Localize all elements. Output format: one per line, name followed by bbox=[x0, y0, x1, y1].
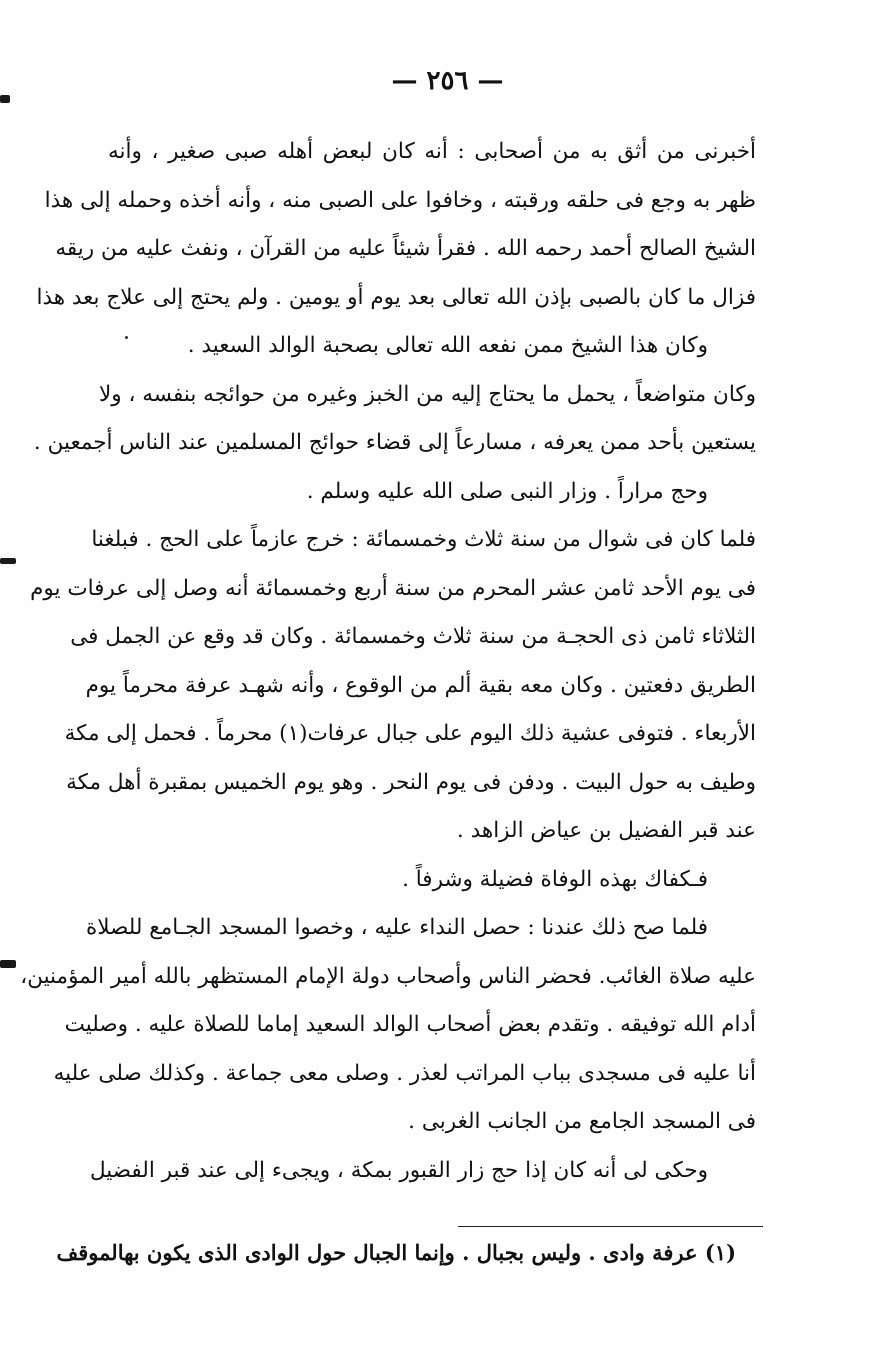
text-line-6: وكان متواضعاً ، يحمل ما يحتاج إليه من الخبز وغيره من حوائجه بنفسه ، ولا bbox=[99, 381, 756, 407]
text-line-14: وطيف به حول البيت . ودفن فى يوم النحر . وهو يوم الخميس بمقبرة أهل مكة bbox=[66, 769, 756, 795]
text-line-1: أخبرنى من أثق به من أصحابى : أنه كان لبعض أهله صبى صغير ، وأنه bbox=[108, 139, 756, 164]
text-line-15: عند قبر الفضيل بن عياض الزاهد . bbox=[456, 818, 756, 843]
text-line-22: وحكى لى أنه كان إذا حج زار القبور بمكة ، ويجىء إلى عند قبر الفضيل bbox=[90, 1157, 708, 1183]
text-line-12: الطريق دفعتين . وكان معه بقية ألم من الوقوع ، وأنه شهـد عرفة محرماً يوم bbox=[85, 672, 756, 698]
text-line-8: وحج مراراً . وزار النبى صلى الله عليه وسلم . bbox=[306, 478, 708, 504]
scan-speck bbox=[125, 336, 128, 339]
text-line-7: يستعين بأحد ممن يعرفه ، مسارعاً إلى قضاء حوائج المسلمين عند الناس أجمعين . bbox=[33, 430, 756, 455]
scan-mark bbox=[0, 960, 16, 968]
text-line-13: الأربعاء . فتوفى عشية ذلك اليوم على جبال عرفات(١) محرماً . فحمل إلى مكة bbox=[64, 721, 756, 746]
text-line-3: الشيخ الصالح أحمد رحمه الله . فقرأ شيئاً عليه من القرآن ، ونفث عليه من ريقه bbox=[55, 236, 756, 261]
text-line-9: فلما كان فى شوال من سنة ثلاث وخمسمائة : خرج عازماً على الحج . فبلغنا bbox=[91, 527, 756, 552]
text-line-16: فـكفاك بهذه الوفاة فضيلة وشرفاً . bbox=[402, 866, 708, 892]
footnote: (١) عرفة وادى . وليس بجبال . وإنما الجبال حول الوادى الذى يكون بهالموقف bbox=[56, 1240, 736, 1265]
page-number: — ٢٥٦ — bbox=[391, 66, 504, 96]
text-line-10: فى يوم الأحد ثامن عشر المحرم من سنة أربع وخمسمائة أنه وصل إلى عرفات يوم bbox=[30, 575, 756, 601]
text-line-21: فى المسجد الجامع من الجانب الغربى . bbox=[408, 1109, 756, 1134]
text-line-5: وكان هذا الشيخ ممن نفعه الله تعالى بصحبة الوالد السعيد . bbox=[187, 333, 708, 358]
text-line-2: ظهر به وجع فى حلقه ورقبته ، وخافوا على الصبى منه ، وأنه أخذه وحمله إلى هذا bbox=[44, 187, 756, 213]
scan-mark bbox=[0, 95, 10, 103]
text-line-20: أنا عليه فى مسجدى بباب المراتب لعذر . وصلى معى جماعة . وكذلك صلى عليه bbox=[53, 1060, 756, 1086]
main-text bbox=[20, 128, 756, 1195]
text-line-18: عليه صلاة الغائب. فحضر الناس وأصحاب دولة الإمام المستظهر بالله أمير المؤمنين، bbox=[20, 963, 756, 989]
scan-mark bbox=[0, 558, 16, 564]
text-line-17: فلما صح ذلك عندنا : حصل النداء عليه ، وخصوا المسجد الجـامع للصلاة bbox=[86, 915, 708, 940]
text-line-4: فزال ما كان بالصبى بإذن الله تعالى بعد يوم أو يومين . ولم يحتج إلى علاج بعد هذا bbox=[36, 284, 756, 310]
text-line-19: أدام الله توفيقه . وتقدم بعض أصحاب الوالد السعيد إماما للصلاة عليه . وصليت bbox=[64, 1012, 756, 1037]
text-line-11: الثلاثاء ثامن ذى الحجـة من سنة ثلاث وخمسمائة . وكان قد وقع عن الجمل فى bbox=[70, 624, 756, 649]
footnote-divider bbox=[458, 1226, 763, 1227]
